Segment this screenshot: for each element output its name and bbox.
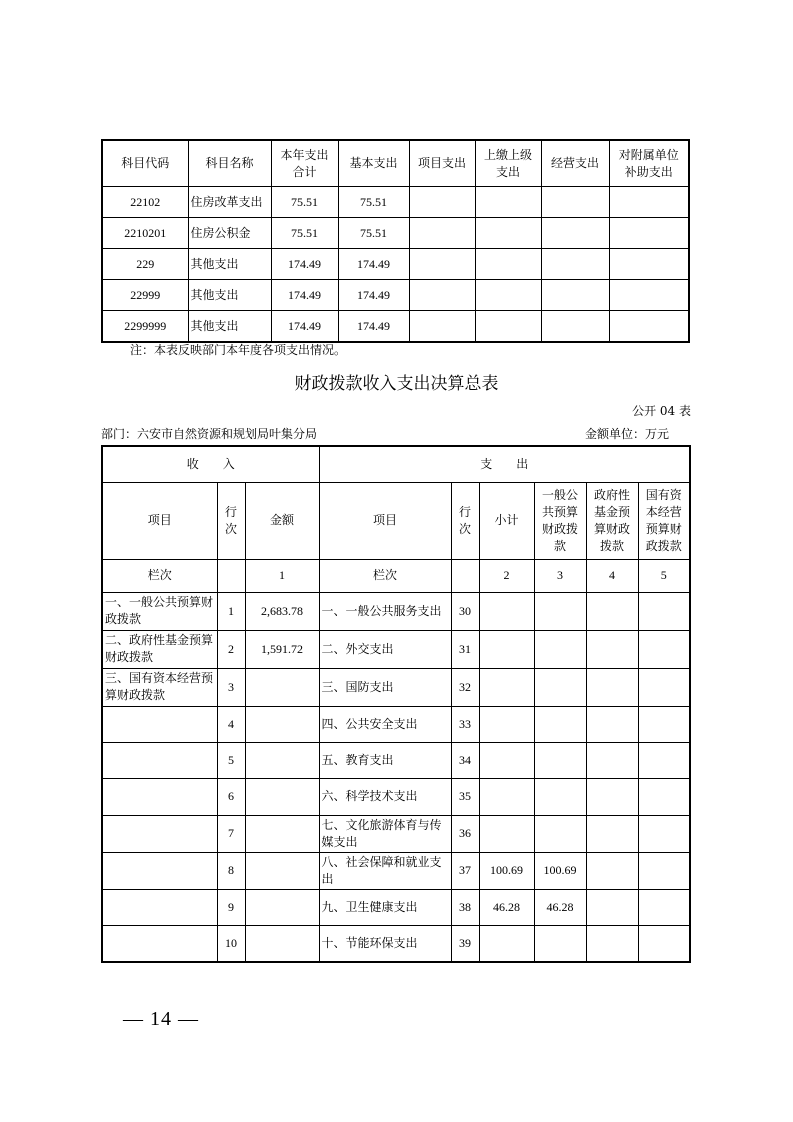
general-budget: [534, 742, 586, 778]
operating-cell: [541, 280, 609, 311]
general-budget: 46.28: [534, 889, 586, 925]
index-cell: 3: [534, 559, 586, 592]
table-row: [102, 280, 689, 311]
name-cell: 住房改革支出: [188, 187, 271, 218]
table-row: [102, 742, 690, 778]
index-cell: 1: [245, 559, 319, 592]
header-cell: 本年支出 合计: [271, 140, 338, 187]
total-cell: 75.51: [271, 187, 338, 218]
expense-subtotal: [479, 592, 534, 630]
header-cell: 上缴上级 支出: [475, 140, 541, 187]
table-row: [102, 218, 689, 249]
form-number: 公开 04 表: [632, 404, 691, 418]
gov-fund: [586, 778, 638, 815]
income-line: 2: [217, 630, 245, 668]
table-row: [102, 592, 690, 630]
expense-detail-table: [101, 139, 690, 343]
income-line: 4: [217, 706, 245, 742]
project-cell: [409, 311, 475, 343]
expense-item: 一、一般公共服务支出: [319, 592, 451, 630]
subsidy-cell: [609, 218, 689, 249]
code-cell: 2299999: [102, 311, 188, 343]
basic-cell: 174.49: [338, 311, 409, 343]
gov-fund: [586, 706, 638, 742]
income-line: 9: [217, 889, 245, 925]
operating-cell: [541, 249, 609, 280]
income-line: 3: [217, 668, 245, 706]
expense-subtotal: [479, 668, 534, 706]
basic-cell: 75.51: [338, 187, 409, 218]
income-item: [102, 889, 217, 925]
index-cell: 2: [479, 559, 534, 592]
gov-fund: [586, 852, 638, 889]
index-row: [102, 559, 690, 592]
income-amount: [245, 925, 319, 962]
header-cell: 项目: [102, 482, 217, 559]
expense-item: 四、公共安全支出: [319, 706, 451, 742]
code-cell: 22102: [102, 187, 188, 218]
page-number: — 14 —: [123, 1008, 199, 1030]
table-row: [102, 815, 690, 852]
table-row: [102, 852, 690, 889]
income-amount: [245, 668, 319, 706]
header-cell: 项目: [319, 482, 451, 559]
project-cell: [409, 280, 475, 311]
name-cell: 其他支出: [188, 280, 271, 311]
expense-subtotal: [479, 815, 534, 852]
header-cell: 政府性 基金预 算财政 拨款: [586, 482, 638, 559]
basic-cell: 75.51: [338, 218, 409, 249]
expense-subtotal: [479, 925, 534, 962]
state-capital: [638, 592, 690, 630]
expense-item: 八、社会保障和就业支出: [319, 852, 451, 889]
table-row: [102, 630, 690, 668]
table-row: [102, 778, 690, 815]
general-budget: [534, 668, 586, 706]
header-cell: 一般公 共预算 财政拨 款: [534, 482, 586, 559]
expense-item: 九、卫生健康支出: [319, 889, 451, 925]
expense-line: 34: [451, 742, 479, 778]
index-cell: 栏次: [102, 559, 217, 592]
general-budget: [534, 925, 586, 962]
gov-fund: [586, 630, 638, 668]
section-header-row: [102, 446, 690, 482]
header-cell: 国有资 本经营 预算财 政拨款: [638, 482, 690, 559]
expense-line: 30: [451, 592, 479, 630]
header-cell: 科目代码: [102, 140, 188, 187]
table-row: [102, 668, 690, 706]
header-cell: 金额: [245, 482, 319, 559]
name-cell: 其他支出: [188, 249, 271, 280]
income-item: [102, 815, 217, 852]
table-row: [102, 706, 690, 742]
income-amount: 1,591.72: [245, 630, 319, 668]
basic-cell: 174.49: [338, 249, 409, 280]
state-capital: [638, 630, 690, 668]
header-cell: 经营支出: [541, 140, 609, 187]
income-amount: 2,683.78: [245, 592, 319, 630]
index-cell: 栏次: [319, 559, 451, 592]
state-capital: [638, 742, 690, 778]
expense-line: 37: [451, 852, 479, 889]
project-cell: [409, 218, 475, 249]
state-capital: [638, 778, 690, 815]
state-capital: [638, 889, 690, 925]
income-header: 收 入: [102, 446, 319, 482]
header-cell: 科目名称: [188, 140, 271, 187]
table-row: [102, 889, 690, 925]
remit-cell: [475, 218, 541, 249]
subsidy-cell: [609, 187, 689, 218]
remit-cell: [475, 311, 541, 343]
state-capital: [638, 852, 690, 889]
header-cell: 对附属单位 补助支出: [609, 140, 689, 187]
state-capital: [638, 668, 690, 706]
code-cell: 2210201: [102, 218, 188, 249]
table-header-row: [102, 140, 689, 187]
expense-item: 二、外交支出: [319, 630, 451, 668]
table-row: [102, 249, 689, 280]
state-capital: [638, 706, 690, 742]
expense-item: 五、教育支出: [319, 742, 451, 778]
income-item: [102, 852, 217, 889]
table-row: [102, 187, 689, 218]
expense-item: 六、科学技术支出: [319, 778, 451, 815]
code-cell: 229: [102, 249, 188, 280]
income-item: 二、政府性基金预算财政拨款: [102, 630, 217, 668]
state-capital: [638, 925, 690, 962]
income-item: [102, 778, 217, 815]
general-budget: [534, 706, 586, 742]
remit-cell: [475, 280, 541, 311]
subsidy-cell: [609, 311, 689, 343]
department-label: 部门：六安市自然资源和规划局叶集分局: [101, 427, 318, 441]
income-line: 5: [217, 742, 245, 778]
remit-cell: [475, 187, 541, 218]
total-cell: 174.49: [271, 280, 338, 311]
index-cell: 5: [638, 559, 690, 592]
income-amount: [245, 778, 319, 815]
fiscal-summary-table: [101, 445, 691, 963]
operating-cell: [541, 187, 609, 218]
gov-fund: [586, 925, 638, 962]
project-cell: [409, 249, 475, 280]
total-cell: 174.49: [271, 249, 338, 280]
name-cell: 住房公积金: [188, 218, 271, 249]
income-amount: [245, 889, 319, 925]
name-cell: 其他支出: [188, 311, 271, 343]
table-row: [102, 311, 689, 343]
income-line: 6: [217, 778, 245, 815]
expense-item: 七、文化旅游体育与传媒支出: [319, 815, 451, 852]
expense-header: 支 出: [319, 446, 690, 482]
income-line: 8: [217, 852, 245, 889]
general-budget: [534, 815, 586, 852]
page-title: 财政拨款收入支出决算总表: [294, 374, 499, 394]
basic-cell: 174.49: [338, 280, 409, 311]
table-row: [102, 925, 690, 962]
total-cell: 75.51: [271, 218, 338, 249]
gov-fund: [586, 592, 638, 630]
income-line: 7: [217, 815, 245, 852]
expense-line: 38: [451, 889, 479, 925]
index-cell: [451, 559, 479, 592]
code-cell: 22999: [102, 280, 188, 311]
operating-cell: [541, 311, 609, 343]
income-item: 三、国有资本经营预算财政拨款: [102, 668, 217, 706]
expense-line: 33: [451, 706, 479, 742]
expense-item: 十、节能环保支出: [319, 925, 451, 962]
header-cell: 基本支出: [338, 140, 409, 187]
expense-subtotal: 46.28: [479, 889, 534, 925]
header-cell: 行 次: [217, 482, 245, 559]
expense-subtotal: [479, 742, 534, 778]
income-amount: [245, 742, 319, 778]
income-line: 1: [217, 592, 245, 630]
income-amount: [245, 706, 319, 742]
expense-line: 31: [451, 630, 479, 668]
income-amount: [245, 852, 319, 889]
income-amount: [245, 815, 319, 852]
gov-fund: [586, 889, 638, 925]
index-cell: 4: [586, 559, 638, 592]
expense-line: 36: [451, 815, 479, 852]
expense-subtotal: [479, 630, 534, 668]
state-capital: [638, 815, 690, 852]
income-item: [102, 706, 217, 742]
expense-item: 三、国防支出: [319, 668, 451, 706]
expense-subtotal: [479, 778, 534, 815]
expense-subtotal: 100.69: [479, 852, 534, 889]
total-cell: 174.49: [271, 311, 338, 343]
header-cell: 小计: [479, 482, 534, 559]
general-budget: [534, 630, 586, 668]
project-cell: [409, 187, 475, 218]
subsidy-cell: [609, 249, 689, 280]
unit-label: 金额单位：万元: [585, 427, 670, 441]
expense-line: 32: [451, 668, 479, 706]
header-cell: 项目支出: [409, 140, 475, 187]
general-budget: [534, 778, 586, 815]
gov-fund: [586, 742, 638, 778]
index-cell: [217, 559, 245, 592]
income-item: [102, 925, 217, 962]
gov-fund: [586, 815, 638, 852]
income-item: [102, 742, 217, 778]
column-header-row: [102, 482, 690, 559]
remit-cell: [475, 249, 541, 280]
expense-subtotal: [479, 706, 534, 742]
subsidy-cell: [609, 280, 689, 311]
income-item: 一、一般公共预算财政拨款: [102, 592, 217, 630]
operating-cell: [541, 218, 609, 249]
gov-fund: [586, 668, 638, 706]
header-cell: 行 次: [451, 482, 479, 559]
expense-line: 35: [451, 778, 479, 815]
income-line: 10: [217, 925, 245, 962]
table-note: 注：本表反映部门本年度各项支出情况。: [130, 343, 347, 357]
general-budget: 100.69: [534, 852, 586, 889]
general-budget: [534, 592, 586, 630]
expense-line: 39: [451, 925, 479, 962]
